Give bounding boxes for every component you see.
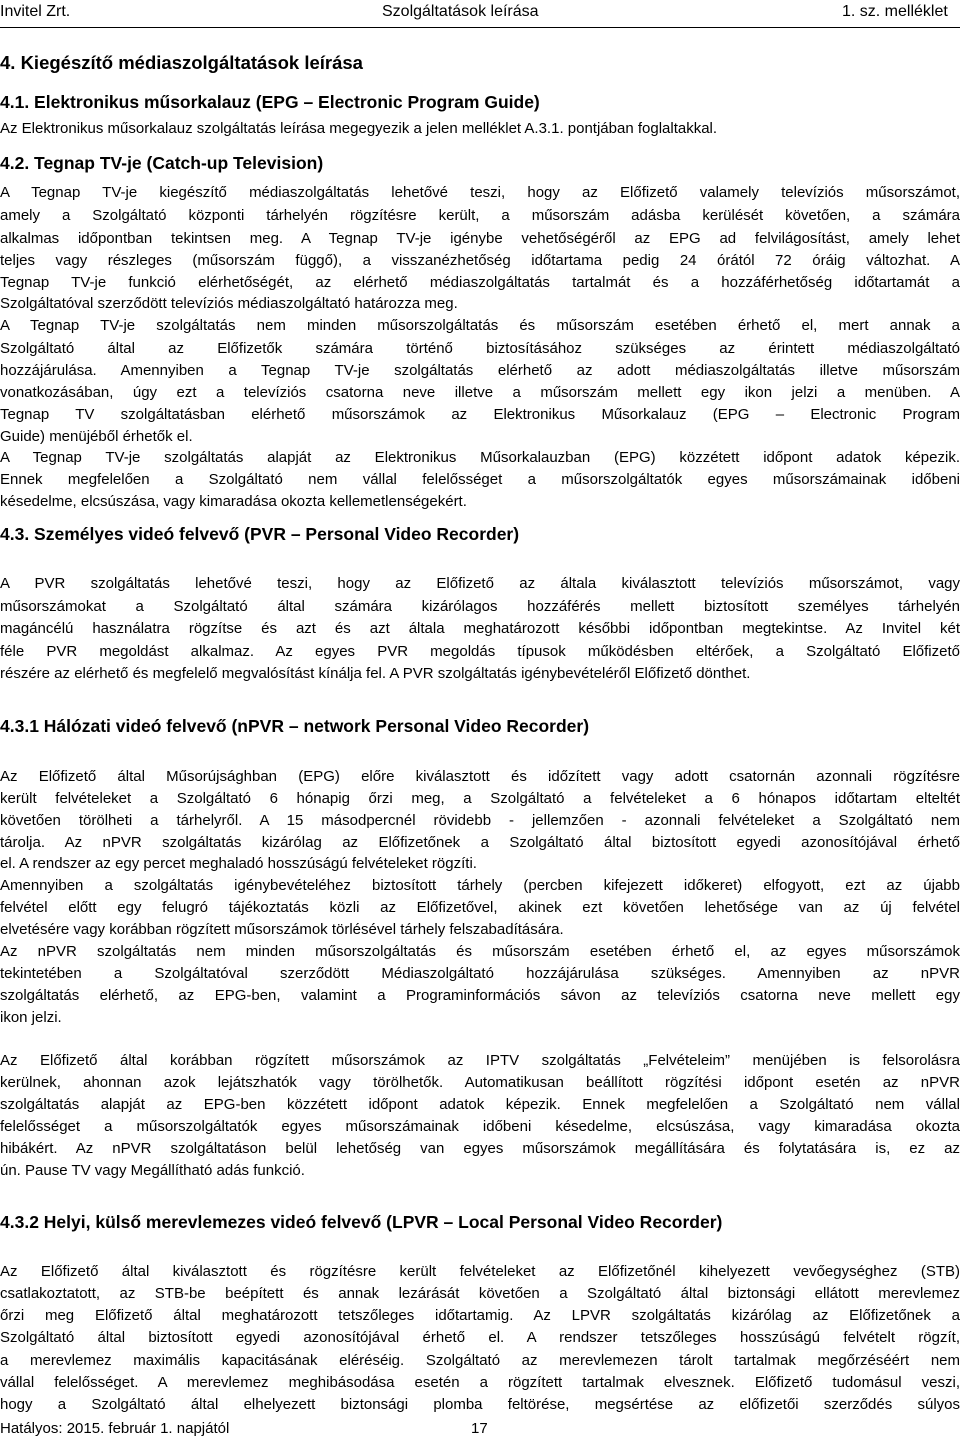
text-line: a merevlemez maximális kapacitásának eléréséig. Szolgáltató az merevlemezen tárolt tartalmak megőrzéséért nem (0, 1352, 960, 1369)
text-line: hibákért. Az nPVR szolgáltatáson belül lehetőség van egyes műsorszámok megállítására és folytatására is, ez az (0, 1140, 960, 1157)
text-line: el. A rendszer az egy percet meghaladó hosszúságú felvételeket rögzíti. (0, 855, 477, 872)
text-line: csatlakoztatott, az STB-be beépített és annak lezárását követően a Szolgáltató által biztonsági ellátott merevlemez (0, 1285, 960, 1302)
text-line: műsorszámokat a Szolgáltató által számára kizárólagos hozzáférés mellett biztosított személyes tárhelyén (0, 598, 960, 615)
text-line: Ennek megfelelően a Szolgáltató nem vállal felelősséget a műsorszolgáltatók egyes műsorszámainak időbeni (0, 471, 960, 488)
text-line: A Tegnap TV-je szolgáltatás alapját az Elektronikus Műsorkalauzban (EPG) közzétett időpont adatok képezik. (0, 449, 960, 466)
section-4-1-title: 4.1. Elektronikus műsorkalauz (EPG – Electronic Program Guide) (0, 92, 540, 112)
text-line: Szolgáltató által az Előfizetők számára történő biztosításához szükséges az érintett médiaszolgáltató (0, 340, 960, 357)
text-line: Az Előfizető által kiválasztott és rögzítésre került felvételeket az Előfizetőnél kihelyezett vevőegységhez (STB) (0, 1263, 960, 1280)
text-line: hogy a Szolgáltató által elhelyezett biztonsági plomba feltörése, megsértése az előfizetői szerződés súlyos (0, 1396, 960, 1413)
text-line: Guide) menüjéből érhetők el. (0, 428, 193, 445)
text-line: A PVR szolgáltatás lehetővé teszi, hogy az Előfizető az általa kiválasztott televíziós műsorszámot, vagy (0, 575, 960, 592)
text-line: részére az elérhető és megfelelő megvalósítást kínálja fel. A PVR szolgáltatás igénybevételéről Előfizető dönthet. (0, 665, 751, 682)
text-line: tárolja. Az nPVR szolgáltatás kizárólag az Előfizetőnek a Szolgáltató által biztosított egyedi azonosítójával érhető (0, 834, 960, 851)
text-line: kerülnek, ahonnan azok lejátszhatók vagy törölhetők. Automatikusan beállított rögzítési időpont esetén az nPVR (0, 1074, 960, 1091)
header-divider (0, 27, 960, 28)
text-line: felvétel előtt egy felugró tájékoztatás közli az Előfizetővel, akinek ezt követően lehetősége van az új felvétel (0, 899, 960, 916)
text-line: Tegnap TV szolgáltatásban elérhető műsorszámok az Elektronikus Műsorkalauz (EPG – Electronic Program (0, 406, 960, 423)
text-line: követően törölheti a tárhelyről. A 15 másodpercnél rövidebb - jellemzően - azonnali felvételeket a Szolgáltató nem (0, 812, 960, 829)
section-4-3-2-title: 4.3.2 Helyi, külső merevlemezes videó felvevő (LPVR – Local Personal Video Recorder) (0, 1212, 723, 1232)
text-line: Szolgáltató által biztosított egyedi azonosítójával érhető el. A rendszer tetszőleges hosszúságú felvételt rögzít, (0, 1329, 960, 1346)
header-doc-title: Szolgáltatások leírása (382, 3, 539, 20)
text-line: ún. Pause TV vagy Megállítható adás funkció. (0, 1162, 305, 1179)
section-4-1-text: Az Elektronikus műsorkalauz szolgáltatás leírása megegyezik a jelen melléklet A.3.1. pontjában foglaltakkal. (0, 120, 718, 137)
text-line: vonatkozásában, úgy ezt a televíziós csatorna neve illetve a műsorszám mellett egy ikon jelzi a menüben. A (0, 384, 960, 401)
page-number: 17 (471, 1420, 488, 1437)
text-line: Tegnap TV-je funkció elérhetőségét, az elérhető médiaszolgáltatás tartalmát és a hozzáférhetőség időtartamát a (0, 274, 960, 291)
text-line: felelősséget a műsorszolgáltatók egyes műsorszámainak időbeni késedelme, elcsúszása, vagy kimaradása okozta (0, 1118, 960, 1135)
header-annex: 1. sz. melléklet (842, 3, 948, 20)
text-line: elvetésére vagy korábban rögzített műsorszámok törlésével tárhely felszabadítására. (0, 921, 564, 938)
text-line: szolgáltatás alapját az EPG-ben közzétett időpont adatok képezik. Ennek megfelelően a Szolgáltató nem vállal (0, 1096, 960, 1113)
text-line: került felvételeket a Szolgáltató 6 hónapig őrzi meg, a Szolgáltató a felvételeket a 6 hónapos időtartam elteltét (0, 790, 960, 807)
text-line: őrzi meg Előfizető által meghatározott tetszőleges időtartamig. Az LPVR szolgáltatás kizárólag az Előfizetőnek a (0, 1307, 960, 1324)
section-4-3-1-title: 4.3.1 Hálózati videó felvevő (nPVR – network Personal Video Recorder) (0, 716, 590, 736)
text-line: ikon jelzi. (0, 1009, 62, 1026)
text-line: Szolgáltatóval szerződött televíziós médiaszolgáltató határozza meg. (0, 295, 458, 312)
text-line: A Tegnap TV-je szolgáltatás nem minden műsorszolgáltatás és műsorszám esetében érhető el, mert annak a (0, 317, 960, 334)
header-company: Invitel Zrt. (0, 3, 71, 20)
text-line: Az Előfizető által korábban rögzített műsorszámok az IPTV szolgáltatás „Felvételeim” menüjében is felsorolásra (0, 1052, 960, 1069)
text-line: amely a Szolgáltató központi tárhelyén rögzítésre került, a műsorszám adásba kerülését követően, a számára (0, 207, 960, 224)
section-4-title: 4. Kiegészítő médiaszolgáltatások leírása (0, 52, 363, 73)
text-line: szolgáltatás elérhető, az EPG-ben, valamint a Programinformációs sávon az televíziós csatorna neve mellett egy (0, 987, 960, 1004)
footer-valid-date: Hatályos: 2015. február 1. napjától (0, 1420, 230, 1437)
text-line: alkalmas időpontban tekintsen meg. A Tegnap TV-je igénybe vehetőségéről az EPG ad felvilágosítást, amely lehet (0, 230, 960, 247)
section-4-3-title: 4.3. Személyes videó felvevő (PVR – Personal Video Recorder) (0, 524, 520, 544)
text-line: teljes vagy részleges (műsorszám függő), a visszanézhetőség időtartama pedig 24 órától 72 óráig változhat. A (0, 252, 960, 269)
text-line: vállal felelősséget. A merevlemez meghibásodása esetén a rögzített tartalmak elvesznek. Előfizető tudomásul veszi, (0, 1374, 960, 1391)
section-4-2-title: 4.2. Tegnap TV-je (Catch-up Television) (0, 153, 324, 173)
text-line: féle PVR megoldást alkalmaz. Az egyes PVR megoldás típusok működésben eltérőek, a Szolgáltató Előfizető (0, 643, 960, 660)
text-line: Az nPVR szolgáltatás nem minden műsorszolgáltatás és műsorszám esetében érhető el, az egyes műsorszámok (0, 943, 960, 960)
text-line: hozzájárulása. Amennyiben a Tegnap TV-je szolgáltatás elérhető az adott médiaszolgáltatás illetve műsorszám (0, 362, 960, 379)
text-line: Az Előfizető által Műsorújsághban (EPG) előre kiválasztott és időzített vagy adott csatornán azonnali rögzítésre (0, 768, 960, 785)
text-line: Amennyiben a szolgáltatás igénybevételéhez biztosított tárhely (percben kifejezett időkeret) elfogyott, ezt az újabb (0, 877, 960, 894)
text-line: magáncélú használatra rögzítse és azt és azt általa meghatározott későbbi időpontban megtekintse. Az Invitel két (0, 620, 960, 637)
text-line: A Tegnap TV-je kiegészítő médiaszolgáltatás lehetővé teszi, hogy az Előfizető valamely televíziós műsorszámot, (0, 184, 960, 201)
text-line: tekintetében a Szolgáltatóval szerződött Médiaszolgáltató hozzájárulása szükséges. Amennyiben az nPVR (0, 965, 960, 982)
text-line: késedelme, elcsúszása, vagy kimaradása okozta kellemetlenségekért. (0, 493, 467, 510)
